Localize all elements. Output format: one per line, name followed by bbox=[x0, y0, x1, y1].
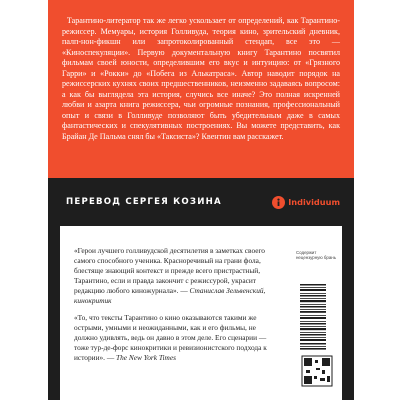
lower-block bbox=[48, 178, 354, 400]
quote-1-source: Станислав Зельвенский, кинокритик bbox=[74, 285, 266, 305]
description-text: Тарантино-литератор так же легко ускользает от определений, как Тарантино-режиссер. Мемуары, история Голливуда, теория кино, зрительский дневник, палп-нон-фикшн или запротоколированный стендап, все это — «Киноспекуляции». Первую документальную книгу Тарантино посвятил фильмам своей юности, определившим его вкус и интуицию: от «Грязного Гарри» и «Рокки» до «Побега из Алькатраса». Автор наводит порядок на режиссерских кухнях своих предшественников, неизменно задаваясь вопросом: а как бы выглядела эта история, случись все иначе? Это полная искренней любви и азарта книга режиссера, чьи огромные познания, профессиональный опыт и связи в Голливуде позволяют быть убедительным даже в самых фантастических и спекулятивных построениях. Вы можете представить, как Брайан Де Пальма снял бы «Таксиста»? Квентин вам расскажет. bbox=[62, 16, 340, 142]
description-block bbox=[48, 0, 354, 178]
quote-2-source: The New York Times bbox=[116, 353, 176, 363]
translator-credit: ПЕРЕВОД СЕРГЕЯ КОЗИНА bbox=[66, 197, 222, 207]
quote-1-text: «Герои лучшего голливудской десятилетия в заметках своего самого способного ученика. Красноречивый на грани фола, блестяще знающий контекст и прежде всего пристрастный, Тарантино, если и правда закончит с режиссурой, украсит редакцию любого киножурнала». — bbox=[74, 246, 265, 295]
quote-1 bbox=[74, 246, 272, 305]
publisher-name: Individuum bbox=[288, 197, 340, 207]
book-back-cover bbox=[48, 0, 354, 400]
quotes-panel bbox=[60, 226, 342, 400]
barcode bbox=[298, 282, 338, 398]
credits-bar bbox=[48, 178, 354, 226]
barcode-graphic bbox=[298, 282, 338, 398]
content-notice: Содержит нецензурную брань bbox=[296, 250, 336, 261]
quote-2 bbox=[74, 313, 272, 363]
quote-2-text: «То, что тексты Тарантино о кино оказываются такими же острыми, умными и неожиданными, как и его фильмы, не должно удивлять, ведь он давно в этом деле. Его сценарии — тоже тур-де-форс кинокритики и ревизионистского подхода к истории». — bbox=[74, 313, 267, 363]
publisher-i-icon bbox=[272, 196, 285, 209]
publisher-logo bbox=[272, 196, 340, 209]
